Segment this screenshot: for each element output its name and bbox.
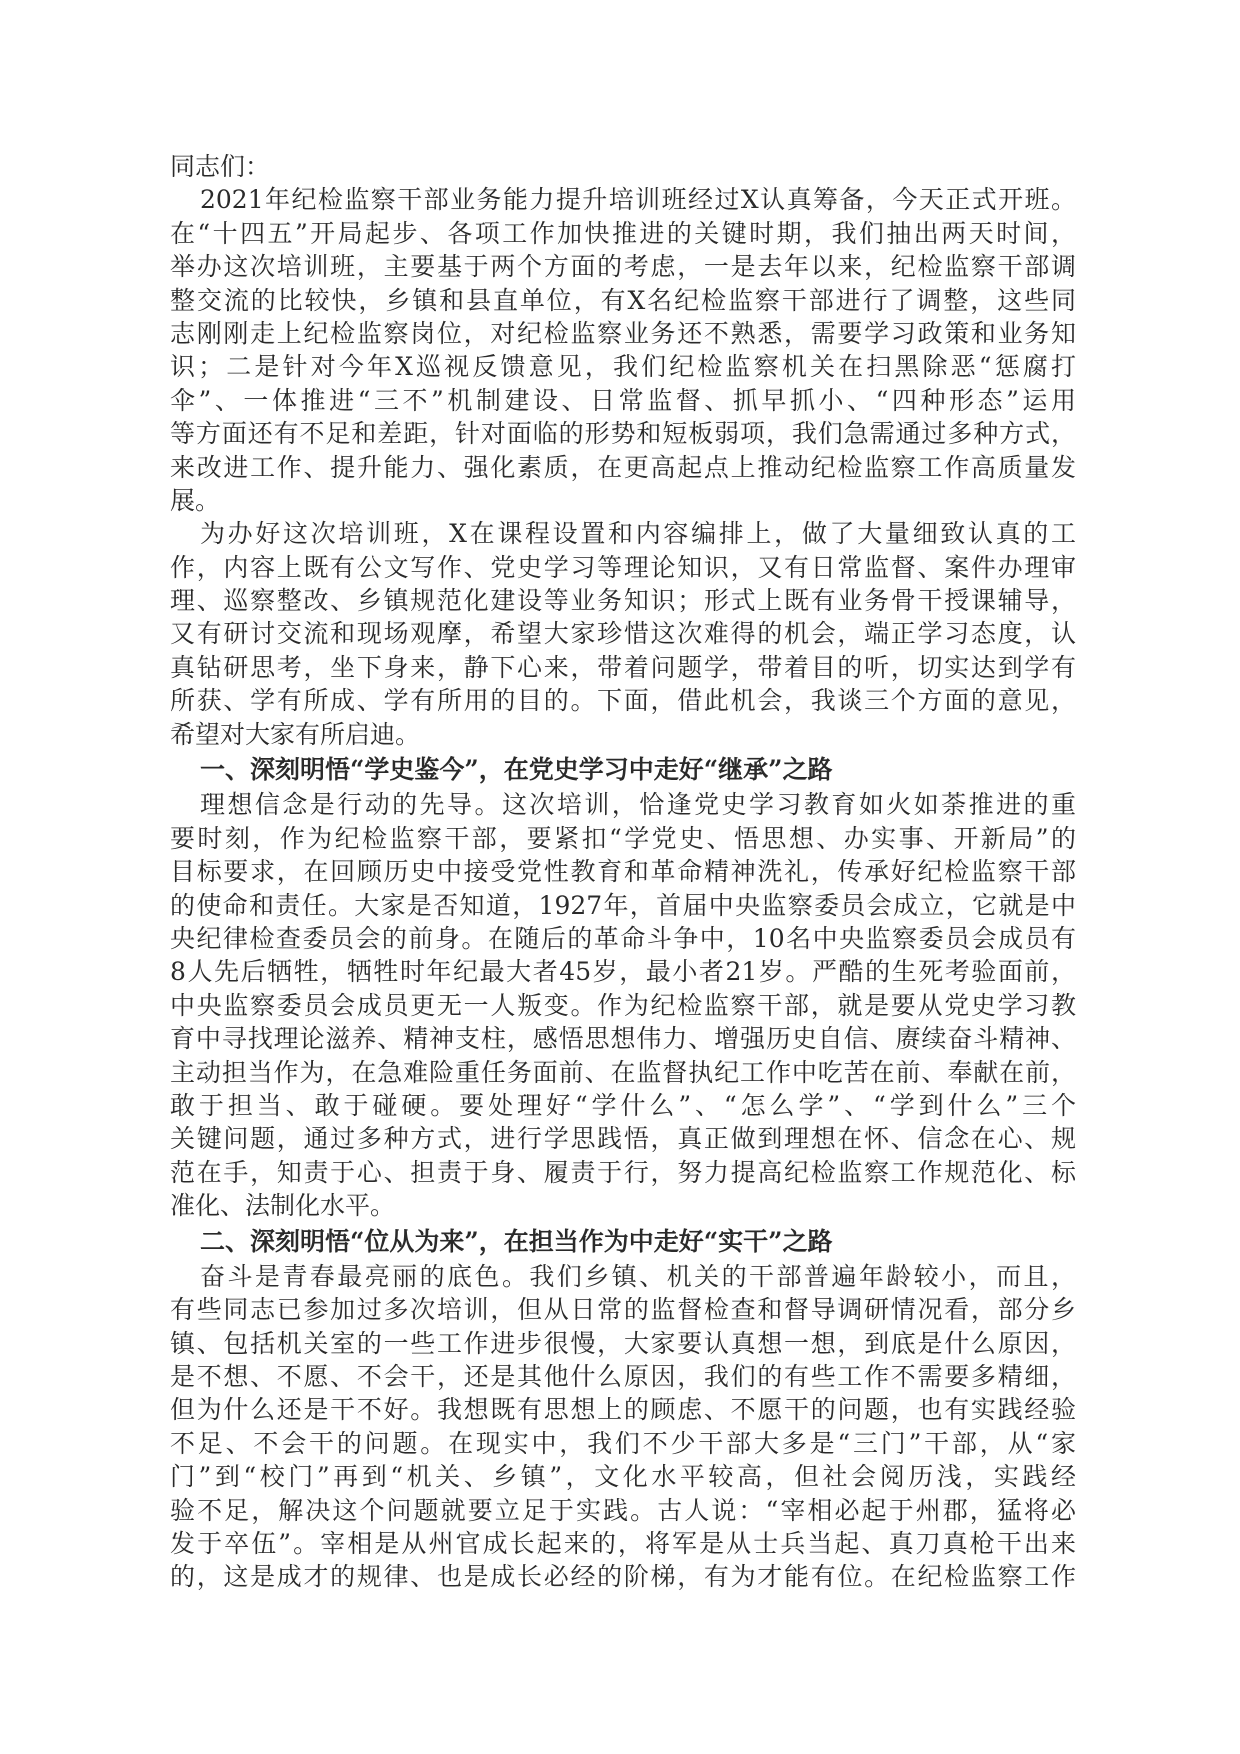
- text-line: 来改进工作、提升能力、强化素质，在更高起点上推动纪检监察工作高质量发: [170, 452, 1076, 482]
- text-line: 又有研讨交流和现场观摩，希望大家珍惜这次难得的机会，端正学习态度，认: [170, 619, 1076, 649]
- section-1-body: [170, 788, 1076, 1222]
- text-line: 要时刻，作为纪检监察干部，要紧扣“学党史、悟思想、办实事、开新局”的: [170, 823, 1076, 853]
- salutation: 同志们：: [170, 152, 271, 181]
- text-line: 展。: [170, 485, 221, 515]
- text-line: 志刚刚走上纪检监察岗位，对纪检监察业务还不熟悉，需要学习政策和业务知: [170, 318, 1076, 348]
- text-line: 奋斗是青春最亮丽的底色。我们乡镇、机关的干部普遍年龄较小，而且，: [200, 1261, 1076, 1291]
- section-2-body: [170, 1260, 1076, 1594]
- text-line: 在“十四五”开局起步、各项工作加快推进的关键时期，我们抽出两天时间，: [170, 218, 1076, 248]
- paragraph-intro: [170, 183, 1076, 517]
- document-body: [170, 150, 1076, 1594]
- text-line: 所获、学有所成、学有所用的目的。下面，借此机会，我谈三个方面的意见，: [170, 686, 1076, 716]
- text-line: 的，这是成才的规律、也是成长必经的阶梯，有为才能有位。在纪检监察工作: [170, 1562, 1076, 1592]
- text-line: 目标要求，在回顾历史中接受党性教育和革命精神洗礼，传承好纪检监察干部: [170, 857, 1076, 887]
- text-line: 为办好这次培训班，X在课程设置和内容编排上，做了大量细致认真的工: [200, 519, 1076, 549]
- text-line: 8人先后牺牲，牺牲时年纪最大者45岁，最小者21岁。严酷的生死考验面前，: [170, 957, 1076, 987]
- text-line: 2021年纪检监察干部业务能力提升培训班经过X认真筹备，今天正式开班。: [200, 185, 1076, 215]
- text-line: 敢于担当、敢于碰硬。要处理好“学什么”、“怎么学”、“学到什么”三个: [170, 1090, 1076, 1120]
- text-line: 中央监察委员会成员更无一人叛变。作为纪检监察干部，就是要从党史学习教: [170, 990, 1076, 1020]
- paragraph-arrangement: [170, 517, 1076, 751]
- text-line: 整交流的比较快，乡镇和县直单位，有X名纪检监察干部进行了调整，这些同: [170, 285, 1076, 315]
- text-line: 验不足，解决这个问题就要立足于实践。古人说：“宰相必起于州郡，猛将必: [170, 1495, 1076, 1525]
- text-line: 不足、不会干的问题。在现实中，我们不少干部大多是“三门”干部，从“家: [170, 1428, 1076, 1458]
- text-line: 理想信念是行动的先导。这次培训，恰逢党史学习教育如火如荼推进的重: [200, 790, 1076, 820]
- text-line: 门”到“校门”再到“机关、乡镇”，文化水平较高，但社会阅历浅，实践经: [170, 1462, 1076, 1492]
- text-line: 等方面还有不足和差距，针对面临的形势和短板弱项，我们急需通过多种方式，: [170, 419, 1076, 449]
- text-line: 的使命和责任。大家是否知道，1927年，首届中央监察委员会成立，它就是中: [170, 890, 1076, 920]
- text-line: 准化、法制化水平。: [170, 1191, 396, 1221]
- text-line: 举办这次培训班，主要基于两个方面的考虑，一是去年以来，纪检监察干部调: [170, 252, 1076, 282]
- text-line: 镇、包括机关室的一些工作进步很慢，大家要认真想一想，到底是什么原因，: [170, 1328, 1076, 1358]
- text-line: 是不想、不愿、不会干，还是其他什么原因，我们的有些工作不需要多精细，: [170, 1362, 1076, 1392]
- text-line: 主动担当作为，在急难险重任务面前、在监督执纪工作中吃苦在前、奉献在前，: [170, 1057, 1076, 1087]
- text-line: 范在手，知责于心、担责于身、履责于行，努力提高纪检监察工作规范化、标: [170, 1157, 1076, 1187]
- text-line: 发于卒伍”。宰相是从州官成长起来的，将军是从士兵当起、真刀真枪干出来: [170, 1529, 1076, 1559]
- text-line: 有些同志已参加过多次培训，但从日常的监督检查和督导调研情况看，部分乡: [170, 1295, 1076, 1325]
- text-line: 希望对大家有所启迪。: [170, 719, 421, 749]
- section-heading-2: 二、深刻明悟“位从为来”，在担当作为中走好“实干”之路: [200, 1226, 833, 1256]
- text-line: 真钻研思考，坐下身来，静下心来，带着问题学，带着目的听，切实达到学有: [170, 652, 1076, 682]
- text-line: 识；二是针对今年X巡视反馈意见，我们纪检监察机关在扫黑除恶“惩腐打: [170, 352, 1076, 382]
- text-line: 央纪律检查委员会的前身。在随后的革命斗争中，10名中央监察委员会成员有: [170, 923, 1076, 953]
- text-line: 理、巡察整改、乡镇规范化建设等业务知识；形式上既有业务骨干授课辅导，: [170, 586, 1076, 616]
- text-line: 伞”、一体推进“三不”机制建设、日常监督、抓早抓小、“四种形态”运用: [170, 385, 1076, 415]
- text-line: 关键问题，通过多种方式，进行学思践悟，真正做到理想在怀、信念在心、规: [170, 1124, 1076, 1154]
- text-line: 作，内容上既有公文写作、党史学习等理论知识，又有日常监督、案件办理审: [170, 552, 1076, 582]
- section-heading-1: 一、深刻明悟“学史鉴今”，在党史学习中走好“继承”之路: [200, 755, 833, 785]
- text-line: 育中寻找理论滋养、精神支柱，感悟思想伟力、增强历史自信、赓续奋斗精神、: [170, 1024, 1076, 1054]
- text-line: 但为什么还是干不好。我想既有思想上的顾虑、不愿干的问题，也有实践经验: [170, 1395, 1076, 1425]
